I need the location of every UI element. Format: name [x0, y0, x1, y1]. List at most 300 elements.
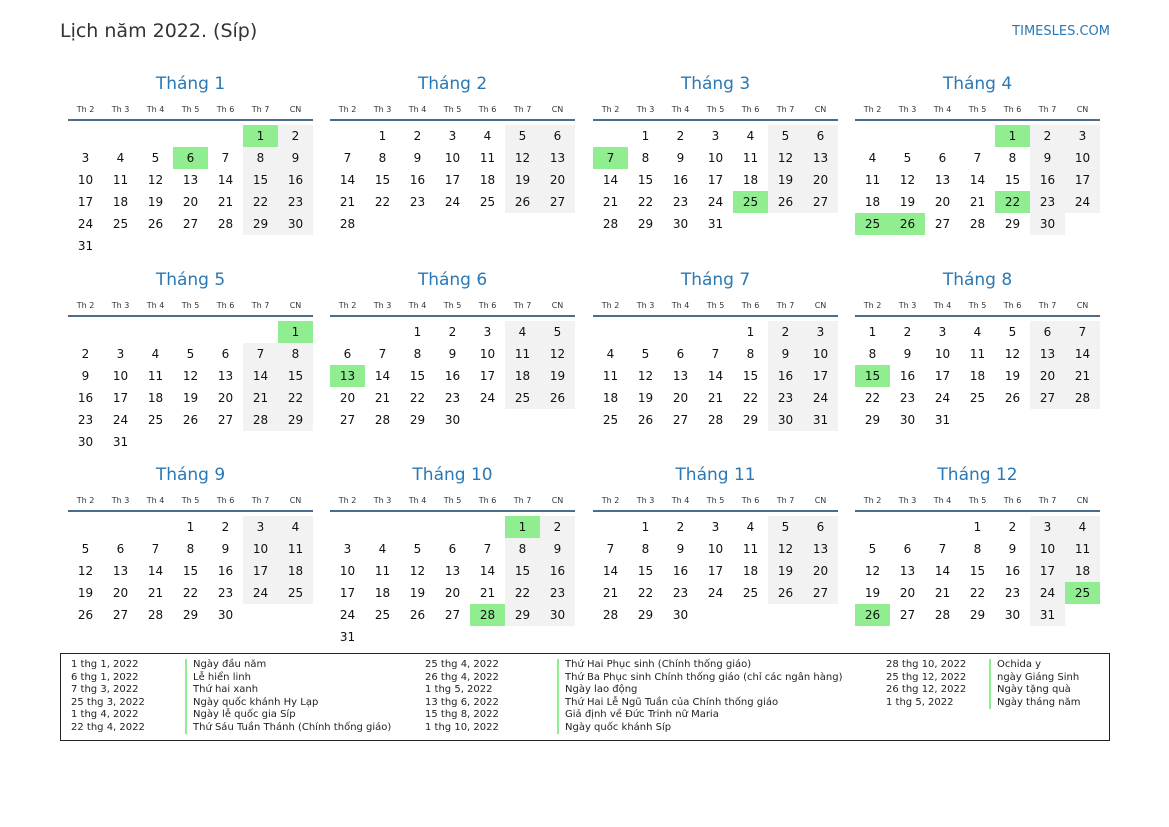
month-name: Tháng 8 [942, 270, 1013, 290]
day-cell: 21 [217, 195, 234, 209]
site-link[interactable]: TIMESLES.COM [1012, 24, 1110, 39]
day-cell: 24 [444, 195, 461, 209]
day-cell: 30 [77, 435, 94, 449]
weekday-label: Th 4 [146, 301, 165, 310]
day-cell: 10 [339, 564, 356, 578]
legend-holiday-name: Ngày quốc khánh Síp [557, 722, 842, 735]
day-cell: 23 [1030, 191, 1065, 213]
month-name: Tháng 3 [680, 74, 751, 94]
day-cell: 7 [973, 151, 982, 165]
day-cell: 16 [1030, 169, 1065, 191]
day-cell: 29 [243, 213, 278, 235]
day-cell: 15 [278, 365, 313, 387]
month-name: Tháng 12 [937, 465, 1018, 485]
day-cell: 18 [112, 195, 129, 209]
day-cell: 10 [1065, 147, 1100, 169]
day-cell: 27 [899, 608, 916, 622]
day-cell: 21 [602, 195, 619, 209]
day-cell: 6 [803, 125, 838, 147]
weekday-header [68, 495, 313, 512]
day-cell: 3 [343, 542, 352, 556]
day-cell: 18 [742, 173, 759, 187]
day-cell: 5 [540, 321, 575, 343]
day-cell: 9 [221, 542, 230, 556]
day-cell: 22 [409, 391, 426, 405]
day-cell: 9 [768, 343, 803, 365]
weekday-label: CN [814, 496, 827, 505]
day-cell: 12 [505, 147, 540, 169]
day-cell: 23 [540, 582, 575, 604]
holiday-day-cell: 25 [1065, 582, 1100, 604]
day-cell: 26 [637, 413, 654, 427]
month-name: Tháng 2 [417, 74, 488, 94]
day-cell: 14 [147, 564, 164, 578]
day-cell: 3 [1030, 516, 1065, 538]
day-cell: 26 [147, 217, 164, 231]
day-cell: 17 [444, 173, 461, 187]
day-cell: 14 [602, 173, 619, 187]
day-cell: 26 [768, 582, 803, 604]
weekday-label: Th 6 [741, 105, 760, 114]
day-cell: 30 [278, 213, 313, 235]
day-cell: 22 [637, 195, 654, 209]
day-cell: 27 [339, 413, 356, 427]
weekday-label: Th 7 [776, 301, 795, 310]
day-cell: 31 [1030, 604, 1065, 626]
day-cell: 23 [278, 191, 313, 213]
day-cell: 27 [444, 608, 461, 622]
weekday-label: Th 3 [111, 301, 130, 310]
day-cell: 2 [221, 520, 230, 534]
weekday-label: Th 2 [863, 496, 882, 505]
month-block [330, 269, 575, 449]
day-cell: 20 [339, 391, 356, 405]
weekday-label: CN [1076, 301, 1089, 310]
holiday-day-cell: 26 [890, 213, 925, 235]
holiday-day-cell: 22 [995, 191, 1030, 213]
day-cell: 14 [217, 173, 234, 187]
day-cell: 25 [479, 195, 496, 209]
day-cell: 22 [637, 586, 654, 600]
day-cell: 15 [969, 564, 986, 578]
page-title: Lịch năm 2022. (Síp) [60, 20, 258, 42]
day-cell: 15 [505, 560, 540, 582]
day-cell: 30 [672, 217, 689, 231]
legend-holiday-name: Thứ Ba Phục sinh Chính thống giáo (chỉ các ngân hàng) [557, 672, 842, 685]
day-cell: 21 [934, 586, 951, 600]
day-cell: 21 [479, 586, 496, 600]
legend-holiday-name: Ngày lao động [557, 684, 842, 697]
day-grid [593, 512, 838, 644]
day-cell: 19 [1004, 369, 1021, 383]
day-cell: 12 [147, 173, 164, 187]
legend-date: 6 thg 1, 2022 [71, 671, 139, 683]
day-cell: 6 [903, 542, 912, 556]
day-cell: 23 [899, 391, 916, 405]
day-cell: 11 [742, 542, 759, 556]
day-cell: 4 [483, 129, 492, 143]
weekday-header [68, 300, 313, 317]
day-cell: 28 [707, 413, 724, 427]
weekday-label: Th 2 [338, 496, 357, 505]
day-cell: 1 [973, 520, 982, 534]
weekday-label: Th 6 [741, 301, 760, 310]
day-cell: 7 [221, 151, 230, 165]
weekday-label: Th 6 [216, 496, 235, 505]
day-cell: 22 [243, 191, 278, 213]
month-block [593, 73, 838, 253]
day-cell: 1 [641, 520, 650, 534]
day-cell: 12 [899, 173, 916, 187]
day-cell: 15 [243, 169, 278, 191]
day-cell: 27 [934, 217, 951, 231]
day-cell: 23 [1004, 586, 1021, 600]
weekday-label: Th 3 [898, 301, 917, 310]
weekday-label: Th 4 [671, 496, 690, 505]
day-cell: 22 [742, 391, 759, 405]
day-cell: 13 [217, 369, 234, 383]
day-cell: 18 [602, 391, 619, 405]
day-cell: 28 [934, 608, 951, 622]
day-cell: 29 [182, 608, 199, 622]
day-cell: 19 [505, 169, 540, 191]
day-cell: 19 [77, 586, 94, 600]
day-cell: 8 [868, 347, 877, 361]
weekday-label: Th 2 [601, 105, 620, 114]
day-cell: 23 [409, 195, 426, 209]
day-cell: 25 [505, 387, 540, 409]
weekday-label: Th 6 [216, 105, 235, 114]
day-cell: 30 [540, 604, 575, 626]
weekday-label: Th 4 [408, 496, 427, 505]
weekday-label: Th 2 [76, 301, 95, 310]
weekday-header [330, 495, 575, 512]
legend-name-column [557, 659, 842, 734]
day-cell: 5 [413, 542, 422, 556]
day-cell: 3 [803, 321, 838, 343]
day-cell: 11 [864, 173, 881, 187]
day-cell: 28 [217, 217, 234, 231]
day-cell: 11 [278, 538, 313, 560]
legend-holiday-name: Thứ Sáu Tuần Thánh (Chính thống giáo) [185, 722, 391, 735]
legend-date: 1 thg 10, 2022 [425, 721, 499, 733]
weekday-header [855, 300, 1100, 317]
day-cell: 25 [742, 586, 759, 600]
weekday-label: Th 6 [478, 496, 497, 505]
day-cell: 17 [934, 369, 951, 383]
day-cell: 7 [711, 347, 720, 361]
weekday-label: Th 5 [968, 105, 987, 114]
legend-holiday-name: Thứ Hai Lễ Ngũ Tuần của Chính thống giáo [557, 697, 842, 710]
day-cell: 20 [217, 391, 234, 405]
day-cell: 23 [672, 195, 689, 209]
holiday-day-cell: 25 [733, 191, 768, 213]
day-cell: 21 [969, 195, 986, 209]
day-cell: 10 [77, 173, 94, 187]
day-cell: 14 [243, 365, 278, 387]
month-name: Tháng 5 [155, 270, 226, 290]
day-cell: 4 [746, 129, 755, 143]
day-cell: 8 [641, 151, 650, 165]
day-cell: 5 [505, 125, 540, 147]
day-cell: 22 [505, 582, 540, 604]
holiday-legend [60, 653, 1110, 741]
day-cell: 28 [602, 608, 619, 622]
day-cell: 28 [374, 413, 391, 427]
legend-holiday-name: Lễ hiển linh [185, 672, 391, 685]
day-cell: 7 [1065, 321, 1100, 343]
day-cell: 19 [864, 586, 881, 600]
day-cell: 21 [147, 586, 164, 600]
legend-date-column [71, 659, 145, 734]
weekday-label: Th 7 [251, 496, 270, 505]
month-block [855, 464, 1100, 644]
day-cell: 22 [182, 586, 199, 600]
day-cell: 12 [768, 538, 803, 560]
day-cell: 25 [147, 413, 164, 427]
weekday-header [855, 104, 1100, 121]
day-cell: 10 [707, 542, 724, 556]
day-cell: 5 [81, 542, 90, 556]
weekday-label: Th 3 [636, 105, 655, 114]
day-cell: 3 [711, 129, 720, 143]
day-cell: 6 [676, 347, 685, 361]
day-cell: 21 [1065, 365, 1100, 387]
month-block [593, 269, 838, 449]
day-cell: 30 [1004, 608, 1021, 622]
weekday-header [68, 104, 313, 121]
day-cell: 17 [707, 564, 724, 578]
day-cell: 17 [1065, 169, 1100, 191]
day-cell: 6 [448, 542, 457, 556]
day-cell: 20 [1030, 365, 1065, 387]
day-cell: 8 [973, 542, 982, 556]
weekday-label: Th 2 [863, 301, 882, 310]
day-cell: 4 [151, 347, 160, 361]
day-cell: 13 [803, 147, 838, 169]
day-cell: 10 [243, 538, 278, 560]
day-cell: 26 [540, 387, 575, 409]
day-cell: 4 [505, 321, 540, 343]
day-grid [330, 121, 575, 253]
legend-holiday-name: ngày Giáng Sinh [989, 672, 1081, 685]
day-cell: 30 [899, 413, 916, 427]
weekday-label: CN [289, 496, 302, 505]
legend-date: 25 thg 4, 2022 [425, 659, 499, 670]
day-cell: 8 [1008, 151, 1017, 165]
day-cell: 19 [768, 169, 803, 191]
day-cell: 14 [374, 369, 391, 383]
legend-holiday-name: Ngày lễ quốc gia Síp [185, 709, 391, 722]
day-cell: 12 [1004, 347, 1021, 361]
weekday-label: Th 2 [76, 496, 95, 505]
day-cell: 27 [1030, 387, 1065, 409]
day-cell: 1 [186, 520, 195, 534]
day-cell: 30 [672, 608, 689, 622]
day-cell: 17 [707, 173, 724, 187]
legend-date: 25 thg 12, 2022 [886, 671, 967, 683]
holiday-day-cell: 15 [855, 365, 890, 387]
day-cell: 12 [864, 564, 881, 578]
day-cell: 9 [413, 151, 422, 165]
day-cell: 19 [768, 560, 803, 582]
day-cell: 28 [1065, 387, 1100, 409]
day-cell: 23 [444, 391, 461, 405]
day-cell: 6 [1030, 321, 1065, 343]
weekday-label: Th 6 [216, 301, 235, 310]
day-cell: 7 [243, 343, 278, 365]
day-cell: 18 [479, 173, 496, 187]
day-cell: 24 [243, 582, 278, 604]
day-cell: 5 [1008, 325, 1017, 339]
day-cell: 16 [444, 369, 461, 383]
day-cell: 25 [602, 413, 619, 427]
legend-holiday-name: Ngày đầu năm [185, 659, 391, 672]
day-cell: 21 [602, 586, 619, 600]
weekday-label: CN [289, 105, 302, 114]
legend-date: 26 thg 4, 2022 [425, 671, 499, 683]
day-cell: 13 [112, 564, 129, 578]
weekday-label: Th 2 [601, 301, 620, 310]
holiday-day-cell: 26 [855, 604, 890, 626]
day-cell: 25 [112, 217, 129, 231]
day-cell: 9 [448, 347, 457, 361]
day-cell: 4 [973, 325, 982, 339]
day-cell: 24 [803, 387, 838, 409]
day-cell: 7 [938, 542, 947, 556]
day-cell: 24 [339, 608, 356, 622]
day-cell: 26 [409, 608, 426, 622]
weekday-label: Th 5 [706, 105, 725, 114]
weekday-label: Th 4 [408, 301, 427, 310]
day-cell: 16 [409, 173, 426, 187]
day-cell: 7 [378, 347, 387, 361]
weekday-label: Th 6 [1003, 301, 1022, 310]
month-block [855, 269, 1100, 449]
month-block [68, 464, 313, 644]
day-cell: 9 [81, 369, 90, 383]
day-cell: 4 [378, 542, 387, 556]
day-cell: 3 [243, 516, 278, 538]
day-cell: 29 [1004, 217, 1021, 231]
day-cell: 2 [768, 321, 803, 343]
day-cell: 8 [378, 151, 387, 165]
day-cell: 13 [899, 564, 916, 578]
weekday-label: Th 5 [443, 496, 462, 505]
day-cell: 11 [602, 369, 619, 383]
weekday-label: Th 5 [181, 301, 200, 310]
day-cell: 17 [803, 365, 838, 387]
weekday-label: Th 3 [111, 105, 130, 114]
weekday-label: Th 3 [111, 496, 130, 505]
day-cell: 22 [278, 387, 313, 409]
day-cell: 10 [803, 343, 838, 365]
day-cell: 24 [707, 586, 724, 600]
day-cell: 13 [540, 147, 575, 169]
day-cell: 18 [374, 586, 391, 600]
day-cell: 24 [479, 391, 496, 405]
month-block [68, 73, 313, 253]
day-cell: 23 [77, 413, 94, 427]
month-block [330, 464, 575, 644]
day-cell: 31 [339, 630, 356, 644]
legend-date: 13 thg 6, 2022 [425, 696, 499, 708]
day-cell: 6 [221, 347, 230, 361]
day-grid [593, 317, 838, 449]
day-cell: 11 [1065, 538, 1100, 560]
legend-date-column [425, 659, 499, 734]
day-cell: 2 [676, 129, 685, 143]
day-cell: 10 [934, 347, 951, 361]
day-cell: 31 [803, 409, 838, 431]
day-cell: 21 [374, 391, 391, 405]
day-cell: 26 [182, 413, 199, 427]
weekday-label: Th 4 [671, 105, 690, 114]
day-cell: 14 [707, 369, 724, 383]
day-cell: 24 [934, 391, 951, 405]
legend-date-column [886, 659, 966, 709]
day-cell: 20 [672, 391, 689, 405]
weekday-label: Th 3 [373, 496, 392, 505]
day-cell: 13 [444, 564, 461, 578]
day-cell: 6 [343, 347, 352, 361]
day-cell: 10 [707, 151, 724, 165]
month-name: Tháng 6 [417, 270, 488, 290]
day-cell: 15 [374, 173, 391, 187]
day-cell: 13 [672, 369, 689, 383]
month-block [68, 269, 313, 449]
day-cell: 28 [339, 217, 356, 231]
day-cell: 12 [768, 147, 803, 169]
weekday-label: CN [1076, 105, 1089, 114]
holiday-day-cell: 1 [278, 321, 313, 343]
day-cell: 18 [505, 365, 540, 387]
legend-holiday-name: Ngày quốc khánh Hy Lạp [185, 697, 391, 710]
weekday-label: CN [551, 496, 564, 505]
day-cell: 11 [374, 564, 391, 578]
weekday-label: Th 4 [933, 301, 952, 310]
weekday-label: Th 7 [1038, 105, 1057, 114]
weekday-header [593, 300, 838, 317]
day-cell: 3 [938, 325, 947, 339]
day-cell: 22 [374, 195, 391, 209]
day-cell: 8 [746, 347, 755, 361]
day-cell: 28 [602, 217, 619, 231]
day-cell: 6 [116, 542, 125, 556]
day-cell: 31 [77, 239, 94, 253]
weekday-label: Th 6 [478, 301, 497, 310]
day-cell: 25 [374, 608, 391, 622]
holiday-day-cell: 28 [470, 604, 505, 626]
day-cell: 19 [182, 391, 199, 405]
day-cell: 16 [1004, 564, 1021, 578]
day-cell: 20 [934, 195, 951, 209]
weekday-label: Th 7 [1038, 301, 1057, 310]
day-cell: 12 [637, 369, 654, 383]
weekday-label: Th 2 [338, 105, 357, 114]
weekday-label: Th 3 [636, 301, 655, 310]
day-cell: 27 [540, 191, 575, 213]
weekday-label: Th 5 [706, 496, 725, 505]
day-cell: 4 [868, 151, 877, 165]
day-cell: 12 [409, 564, 426, 578]
day-cell: 29 [278, 409, 313, 431]
day-cell: 7 [343, 151, 352, 165]
day-cell: 11 [479, 151, 496, 165]
day-cell: 15 [409, 369, 426, 383]
day-cell: 15 [182, 564, 199, 578]
month-block [593, 464, 838, 644]
